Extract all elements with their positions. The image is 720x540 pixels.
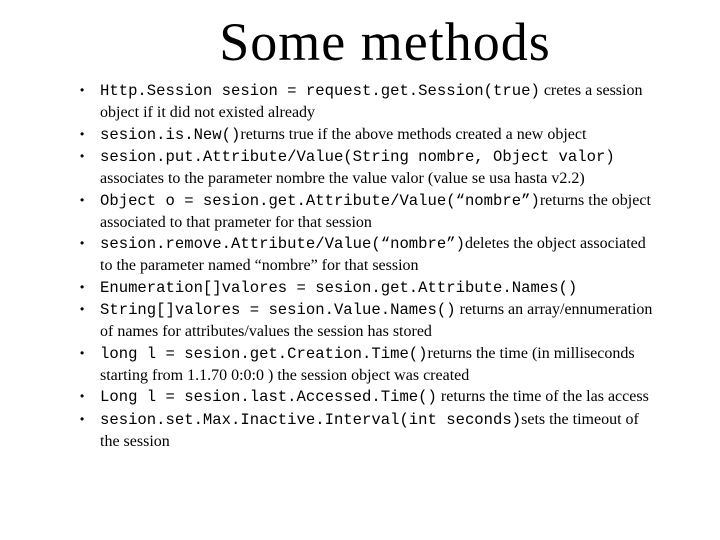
method-description: returns the object associated to that prameter for that session <box>100 191 651 231</box>
bullet-icon: • <box>80 389 85 403</box>
method-code: Http.Session sesion = request.get.Session(true) <box>100 82 540 100</box>
bullet-icon: • <box>80 345 85 360</box>
list-item <box>0 124 720 146</box>
method-code: sesion.remove.Attribute/Value(“nombre”) <box>100 235 465 253</box>
bullet-icon: • <box>80 302 85 316</box>
slide-title: Some methods <box>219 12 551 72</box>
method-description: returns the time (in milliseconds starting from 1.1.70 0:0:0 ) the session object was created <box>100 344 635 384</box>
list-item <box>0 409 720 452</box>
method-description: deletes the object associated to the parameter named “nombre” for that session <box>100 235 646 274</box>
method-description: cretes a session object if it did not existed already <box>100 82 643 121</box>
method-description: returns true if the above methods created a new object <box>240 125 587 143</box>
method-code: Enumeration[]valores = sesion.get.Attribute.Names() <box>100 278 578 297</box>
bullet-icon: • <box>80 236 85 250</box>
method-code: Long l = sesion.last.Accessed.Time() <box>100 388 437 406</box>
method-code: Object o = sesion.get.Attribute/Value(“nombre”) <box>100 191 540 210</box>
method-code: sesion.set.Max.Inactive.Interval(int seconds) <box>100 410 522 429</box>
bullet-icon: • <box>80 411 85 426</box>
method-description: returns an array/ennumeration of names for attributes/values the session has stored <box>100 301 653 340</box>
method-description: returns the time of the las access <box>436 388 649 405</box>
method-code: String[]valores = sesion.Value.Names() <box>100 301 456 319</box>
list-item <box>0 146 720 189</box>
method-description: associates to the parameter nombre the value valor (value se usa hasta v2.2) <box>100 170 585 187</box>
bullet-icon: • <box>80 83 85 97</box>
method-description: sets the timeout of the session <box>100 410 639 450</box>
bullet-icon: • <box>80 192 85 207</box>
bullet-icon: • <box>80 279 85 294</box>
list-item <box>0 343 720 386</box>
list-item <box>0 386 720 408</box>
list-item <box>0 233 720 276</box>
methods-list <box>0 80 720 452</box>
bullet-icon: • <box>80 149 85 163</box>
list-item <box>0 80 720 123</box>
bullet-icon: • <box>80 126 85 141</box>
method-code: sesion.is.New() <box>100 125 241 144</box>
list-item <box>0 190 720 233</box>
method-code: long l = sesion.get.Creation.Time() <box>100 344 428 363</box>
list-item <box>0 277 720 299</box>
method-code: sesion.put.Attribute/Value(String nombre, Object valor) <box>100 148 615 166</box>
list-item <box>0 299 720 342</box>
